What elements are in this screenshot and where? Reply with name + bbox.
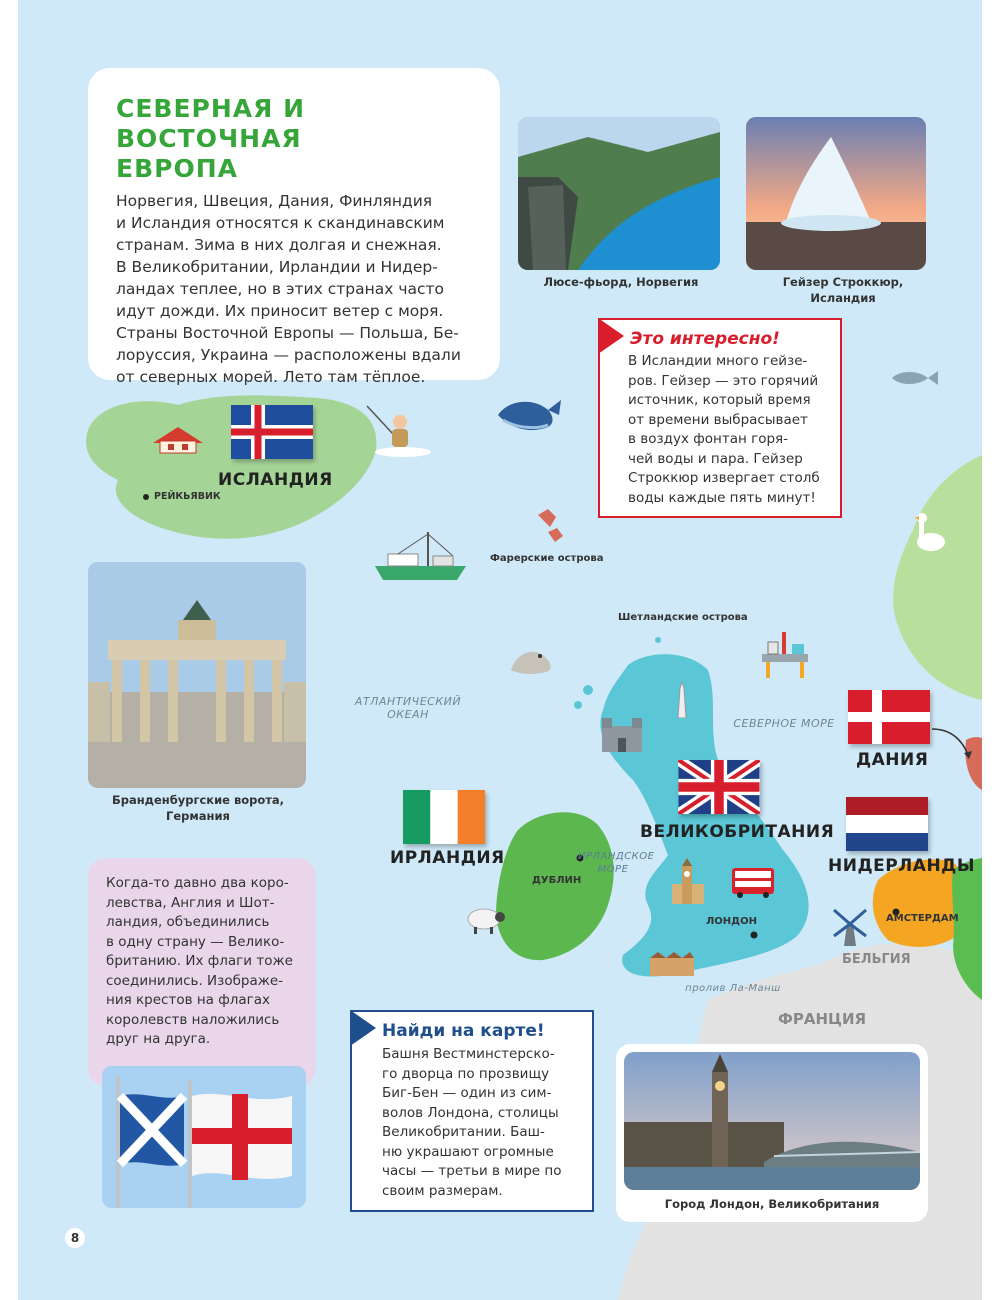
denmark-flag: [848, 690, 930, 744]
find-line: своим размерам.: [382, 1182, 503, 1199]
uk-flag: [678, 760, 760, 814]
castle-icon: [598, 712, 646, 754]
interesting-line: в воздух фонтан горя-: [628, 431, 789, 447]
find-line: Великобритании. Баш-: [382, 1124, 545, 1140]
intro-line: от северных морей. Лето там тёплое.: [116, 368, 426, 386]
fjord-photo: [518, 117, 720, 270]
kingdoms-line: левства, Англия и Шот-: [106, 894, 275, 911]
kingdoms-line: британию. Их флаги тоже: [106, 953, 293, 969]
atlantic-label-line-1: АТЛАНТИЧЕСКИЙ: [354, 695, 462, 708]
irish-sea-label-line-2: МОРЕ: [597, 864, 629, 875]
sheep-icon: [462, 905, 506, 935]
amsterdam-label: АМСТЕРДАМ: [886, 913, 959, 924]
london-card: [616, 1044, 928, 1222]
find-line: часы — третьи в мире по: [382, 1163, 562, 1179]
denmark-label: ДАНИЯ: [856, 750, 929, 770]
geyser-caption-line-1: Гейзер Строккюр,: [782, 275, 904, 289]
kingdoms-line: соединились. Изображе-: [106, 972, 284, 989]
iceland-label: ИСЛАНДИЯ: [218, 470, 333, 490]
kingdoms-line: ния крестов на флагах: [106, 992, 271, 1008]
intro-line: Норвегия, Швеция, Дания, Финляндия: [116, 192, 433, 210]
find-line: Биг-Бен — один из сим-: [382, 1085, 552, 1101]
page-number: [65, 1228, 85, 1248]
flags-photo: [102, 1066, 306, 1208]
kingdoms-line: ландия, объединились: [106, 914, 270, 930]
ireland-label: ИРЛАНДИЯ: [390, 848, 505, 868]
find-on-map-box: [350, 1010, 594, 1212]
faroe-islands: [538, 509, 563, 542]
title-line-1: СЕВЕРНАЯ И ВОСТОЧНАЯ: [116, 94, 306, 153]
london-caption: Город Лондон, Великобритания: [664, 1197, 880, 1211]
interesting-heading: Это интересно!: [630, 329, 780, 349]
interesting-box: [598, 318, 842, 518]
interesting-line: воды каждые пять минут!: [628, 489, 816, 506]
house-icon: [148, 425, 208, 455]
title-line-2: ЕВРОПА: [116, 154, 238, 183]
uk-label: ВЕЛИКОБРИТАНИЯ: [640, 822, 835, 842]
interesting-line: от времени выбрасывает: [628, 411, 808, 428]
find-line: ню украшают огромные: [382, 1143, 554, 1160]
goose-icon: [911, 510, 949, 555]
blue-triangle-icon: [350, 1010, 376, 1046]
kingdoms-line: в одну страну — Велико-: [106, 933, 285, 950]
find-line: го дворца по прозвищу: [382, 1065, 550, 1082]
geyser-photo: [746, 117, 926, 270]
arrow-icon: [930, 725, 976, 765]
find-heading: Найди на карте!: [382, 1021, 545, 1041]
gate-caption-line-2: Германия: [166, 809, 230, 823]
faroe-label: Фарерские острова: [490, 553, 604, 564]
fjord-caption: Люсе-фьорд, Норвегия: [543, 275, 699, 289]
north-sea-label: СЕВЕРНОЕ МОРЕ: [733, 717, 835, 730]
page: [18, 0, 982, 1300]
intro-line: Страны Восточной Европы — Польша, Бе-: [116, 324, 459, 342]
london-label: ЛОНДОН: [706, 916, 757, 927]
intro-line: В Великобритании, Ирландии и Нидер-: [116, 258, 438, 276]
belgium-label: БЕЛЬГИЯ: [842, 952, 911, 967]
intro-line: ландах теплее, но в этих странах часто: [116, 280, 445, 298]
iceland-flag: [231, 405, 313, 459]
intro-line: идут дожди. Их приносит ветер с моря.: [116, 302, 444, 320]
interesting-line: источник, который время: [628, 392, 811, 408]
windmill-icon: [830, 906, 870, 946]
norway-land: [893, 455, 982, 700]
seal-icon: [506, 642, 556, 677]
gate-caption-line-1: Бранденбургские ворота,: [111, 793, 285, 807]
red-triangle-icon: [598, 318, 624, 354]
reykjavik-label: РЕЙКЬЯВИК: [154, 491, 221, 502]
france-label: ФРАНЦИЯ: [778, 1010, 867, 1028]
channel-label: пролив Ла-Манш: [685, 983, 781, 994]
whale-icon: [493, 395, 563, 435]
intro-line: и Исландия относятся к скандинавским: [116, 214, 445, 232]
interesting-line: В Исландии много гейзе-: [628, 353, 808, 369]
geyser-caption-line-2: Исландия: [810, 291, 876, 305]
geyser-caption: [758, 274, 928, 306]
kingdoms-line: друг на друга.: [106, 1031, 211, 1047]
interesting-line: Строккюр извергает столб: [628, 470, 820, 486]
london-photo: [624, 1052, 920, 1190]
dublin-label: ДУБЛИН: [532, 875, 582, 886]
oil-rig-icon: [756, 628, 814, 680]
irish-sea-label: [578, 850, 655, 876]
kingdoms-line: королевств наложились: [106, 1011, 280, 1028]
page-title: [116, 94, 486, 184]
ireland-land: [496, 812, 614, 960]
netherlands-flag: [846, 797, 928, 851]
fishing-boat-icon: [373, 528, 468, 583]
interesting-line: ров. Гейзер — это горячий: [628, 372, 819, 389]
netherlands-label: НИДЕРЛАНДЫ: [828, 856, 975, 876]
atlantic-label: [348, 695, 468, 721]
brandenburg-gate-photo: [88, 562, 306, 788]
find-line: Башня Вестминстерско-: [382, 1046, 555, 1062]
monument-icon: [674, 682, 690, 718]
intro-card: [88, 68, 500, 386]
big-ben-icon: [668, 858, 708, 904]
fisherman-icon: [363, 404, 433, 459]
find-line: волов Лондона, столицы: [382, 1104, 559, 1121]
intro-line: странам. Зима в них долгая и снежная.: [116, 236, 442, 254]
kingdoms-line: Когда-то давно два коро-: [106, 875, 289, 891]
row-houses-icon: [648, 950, 696, 976]
great-britain-land: [597, 654, 808, 976]
page-number-text: 8: [70, 1231, 80, 1245]
intro-line: лоруссия, Украина — расположены вдали: [116, 346, 461, 364]
fish-icon: [888, 368, 940, 388]
kingdoms-card: [88, 858, 316, 1086]
interesting-line: чей воды и пара. Гейзер: [628, 450, 803, 467]
irish-sea-label-line-1: ИРЛАНДСКОЕ: [578, 851, 655, 862]
double-decker-bus-icon: [730, 866, 776, 898]
shetland-label: Шетландские острова: [618, 612, 748, 623]
atlantic-label-line-2: ОКЕАН: [387, 708, 429, 721]
gate-caption: [88, 792, 308, 824]
ireland-flag: [403, 790, 485, 844]
